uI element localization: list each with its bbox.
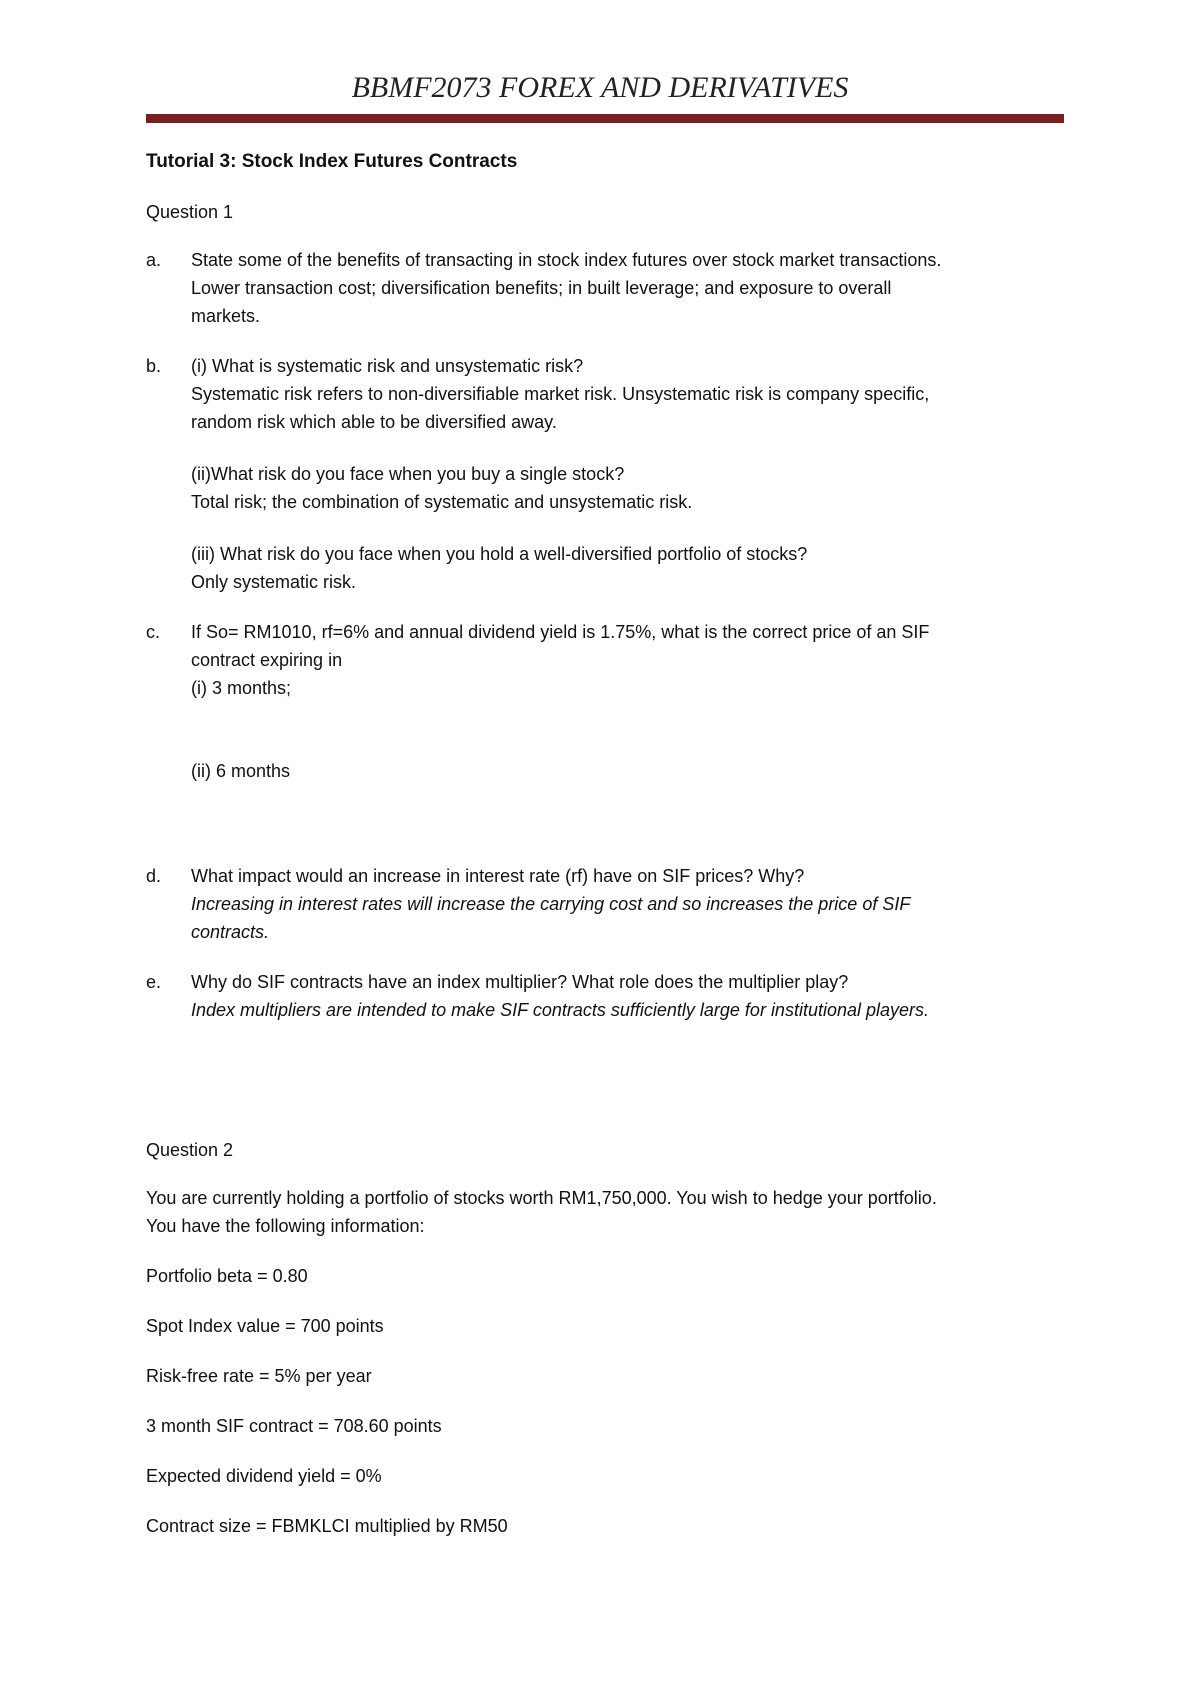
item-marker-d: d. (146, 866, 162, 886)
item-marker-a: a. (146, 250, 162, 270)
question-1a-answer-line: markets. (191, 306, 261, 326)
course-title: BBMF2073 FOREX AND DERIVATIVES (351, 71, 849, 104)
question-1b-iii-text: (iii) What risk do you face when you hold a well-diversified portfolio of stocks? (191, 544, 808, 564)
question-1c-text-line: contract expiring in (191, 650, 343, 670)
question-1c-text-line: If So= RM1010, rf=6% and annual dividend yield is 1.75%, what is the correct price of an SIF (191, 622, 930, 642)
question-1d-answer-line: Increasing in interest rates will increase the carrying cost and so increases the price of SIF (191, 894, 911, 914)
info-contract-size: Contract size = FBMKLCI multiplied by RM50 (146, 1516, 508, 1536)
question-1b-i-answer-line: random risk which able to be diversified away. (191, 412, 557, 432)
info-risk-free-rate: Risk-free rate = 5% per year (146, 1366, 372, 1386)
question-1b-iii-answer: Only systematic risk. (191, 572, 357, 592)
info-sif-contract: 3 month SIF contract = 708.60 points (146, 1416, 442, 1436)
question-1e (146, 968, 1066, 1024)
question-1a-text: State some of the benefits of transacting in stock index futures over stock market transactions. (191, 250, 942, 270)
item-marker-b: b. (146, 356, 162, 376)
header-rule (146, 114, 1064, 123)
info-spot-index: Spot Index value = 700 points (146, 1316, 384, 1336)
spacer (146, 1046, 1066, 1136)
question-1d-text: What impact would an increase in interest rate (rf) have on SIF prices? Why? (191, 866, 805, 886)
item-marker-c: c. (146, 622, 161, 642)
question-2-heading: Question 2 (146, 1140, 234, 1160)
question-2-intro-line: You are currently holding a portfolio of stocks worth RM1,750,000. You wish to hedge your portfolio. (146, 1188, 937, 1208)
info-dividend-yield: Expected dividend yield = 0% (146, 1466, 382, 1486)
question-1d-answer-line: contracts. (191, 922, 270, 942)
question-1e-text: Why do SIF contracts have an index multiplier? What role does the multiplier play? (191, 972, 849, 992)
question-1c-part-ii: (ii) 6 months (191, 761, 291, 781)
question-1b-ii-answer: Total risk; the combination of systematic and unsystematic risk. (191, 492, 693, 512)
question-1b-ii-text: (ii)What risk do you face when you buy a single stock? (191, 464, 625, 484)
question-1b (146, 352, 1066, 596)
question-1c (146, 618, 1066, 840)
question-1a-answer-line: Lower transaction cost; diversification benefits; in built leverage; and exposure to overall (191, 278, 892, 298)
question-1a (146, 246, 1066, 330)
question-2-intro (146, 1184, 1066, 1240)
question-2-intro-line: You have the following information: (146, 1216, 425, 1236)
question-1-heading: Question 1 (146, 202, 234, 222)
answer-space (191, 785, 1066, 840)
item-marker-e: e. (146, 972, 162, 992)
question-1c-part-i: (i) 3 months; (191, 678, 292, 698)
spacer (191, 436, 1066, 460)
question-1d (146, 862, 1066, 946)
question-1b-i-answer-line: Systematic risk refers to non-diversifiable market risk. Unsystematic risk is company specific, (191, 384, 930, 404)
answer-space (191, 702, 1066, 757)
question-1b-i-text: (i) What is systematic risk and unsystematic risk? (191, 356, 584, 376)
question-1e-answer: Index multipliers are intended to make SIF contracts sufficiently large for institutional players. (191, 1000, 930, 1020)
document-body (146, 148, 1066, 1562)
spacer (191, 516, 1066, 540)
tutorial-title: Tutorial 3: Stock Index Futures Contracts (146, 151, 518, 172)
info-portfolio-beta: Portfolio beta = 0.80 (146, 1266, 308, 1286)
